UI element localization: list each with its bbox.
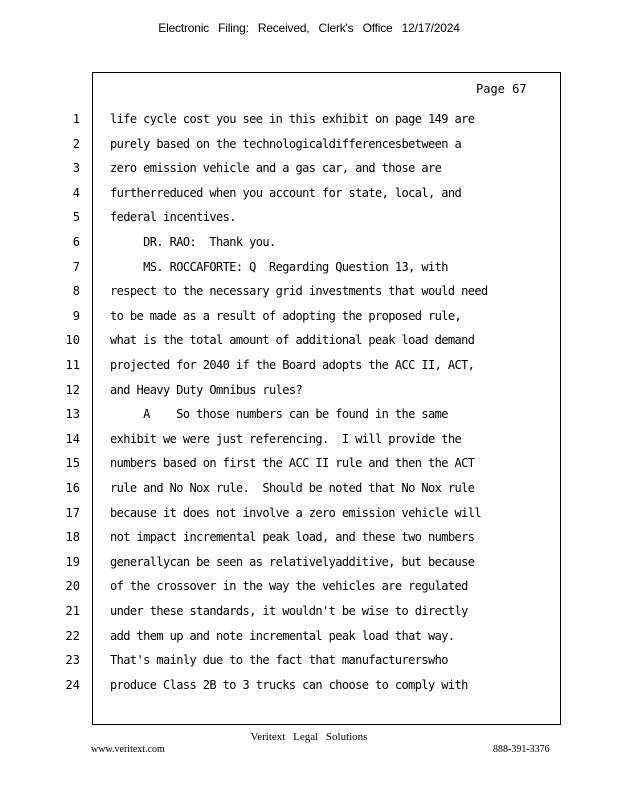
- line-number: 16: [65, 481, 80, 495]
- line-number: 22: [65, 628, 80, 643]
- line-number: 9: [72, 308, 80, 323]
- line-number: 15: [65, 456, 80, 471]
- page-number: Page 67: [476, 82, 527, 96]
- transcript-line: of the crossover in the way the vehicles are regulated: [110, 579, 468, 594]
- line-number: 23: [65, 653, 80, 668]
- transcript-line: because it does not involve a zero emission vehicle will: [110, 505, 481, 520]
- line-number: 5: [72, 210, 80, 225]
- transcript-line: respect to the necessary grid investments that would need: [110, 284, 488, 299]
- transcript-line: produce Class 2B to 3 trucks can choose to comply with: [110, 677, 468, 692]
- line-number: 7: [72, 259, 80, 274]
- transcript-line: furtherreduced when you account for state, local, and: [110, 185, 462, 200]
- transcript-line: what is the total amount of additional peak load demand: [110, 333, 475, 348]
- line-number: 13: [65, 407, 80, 422]
- transcript-line: to be made as a result of adopting the proposed rule,: [110, 308, 462, 323]
- line-number: 1: [72, 112, 80, 126]
- filing-stamp: Electronic Filing: Received, Clerk's Office 12/17/2024: [158, 21, 460, 35]
- transcript-line: add them up and note incremental peak load that way.: [110, 628, 455, 643]
- line-number: 17: [65, 505, 80, 520]
- transcript-line: under these standards, it wouldn't be wise to directly: [110, 604, 468, 618]
- transcript-line: and Heavy Duty Omnibus rules?: [110, 382, 303, 397]
- transcript-line: purely based on the technologicaldifferencesbetween a: [110, 136, 462, 151]
- line-number: 4: [72, 185, 80, 200]
- transcript-line: zero emission vehicle and a gas car, and those are: [110, 161, 442, 176]
- transcript-line: A So those numbers can be found in the same: [110, 407, 448, 422]
- line-number: 12: [65, 382, 80, 397]
- line-number: 3: [72, 161, 80, 176]
- transcript-line: MS. ROCCAFORTE: Q Regarding Question 13, with: [110, 259, 448, 274]
- line-number: 19: [65, 554, 80, 569]
- transcript-line: projected for 2040 if the Board adopts the ACC II, ACT,: [110, 358, 475, 372]
- transcript-line: generallycan be seen as relativelyadditive, but because: [110, 554, 475, 569]
- transcript-line: federal incentives.: [110, 210, 236, 225]
- line-number: 18: [65, 530, 80, 545]
- line-number: 21: [65, 604, 80, 618]
- line-number: 2: [72, 136, 80, 151]
- transcript-line: life cycle cost you see in this exhibit on page 149 are: [110, 112, 475, 126]
- line-number: 8: [72, 284, 80, 299]
- transcript-line: exhibit we were just referencing. I will provide the: [110, 431, 462, 446]
- line-number: 11: [65, 358, 80, 372]
- line-number: 10: [65, 333, 80, 348]
- transcript-line: rule and No Nox rule. Should be noted that No Nox rule: [110, 481, 475, 495]
- transcript-line: DR. RAO: Thank you.: [110, 235, 276, 249]
- line-number: 24: [65, 677, 80, 692]
- transcript-line: not impact incremental peak load, and these two numbers: [110, 530, 475, 545]
- line-number: 14: [65, 431, 80, 446]
- transcript-line: That's mainly due to the fact that manufacturerswho: [110, 653, 448, 668]
- line-number: 20: [65, 579, 80, 594]
- transcript-line: numbers based on first the ACC II rule and then the ACT: [110, 456, 475, 471]
- footer-website: www.veritext.com: [91, 744, 165, 755]
- footer-company: Veritext Legal Solutions: [250, 731, 368, 743]
- line-number: 6: [72, 235, 80, 249]
- footer-phone: 888-391-3376: [493, 744, 550, 755]
